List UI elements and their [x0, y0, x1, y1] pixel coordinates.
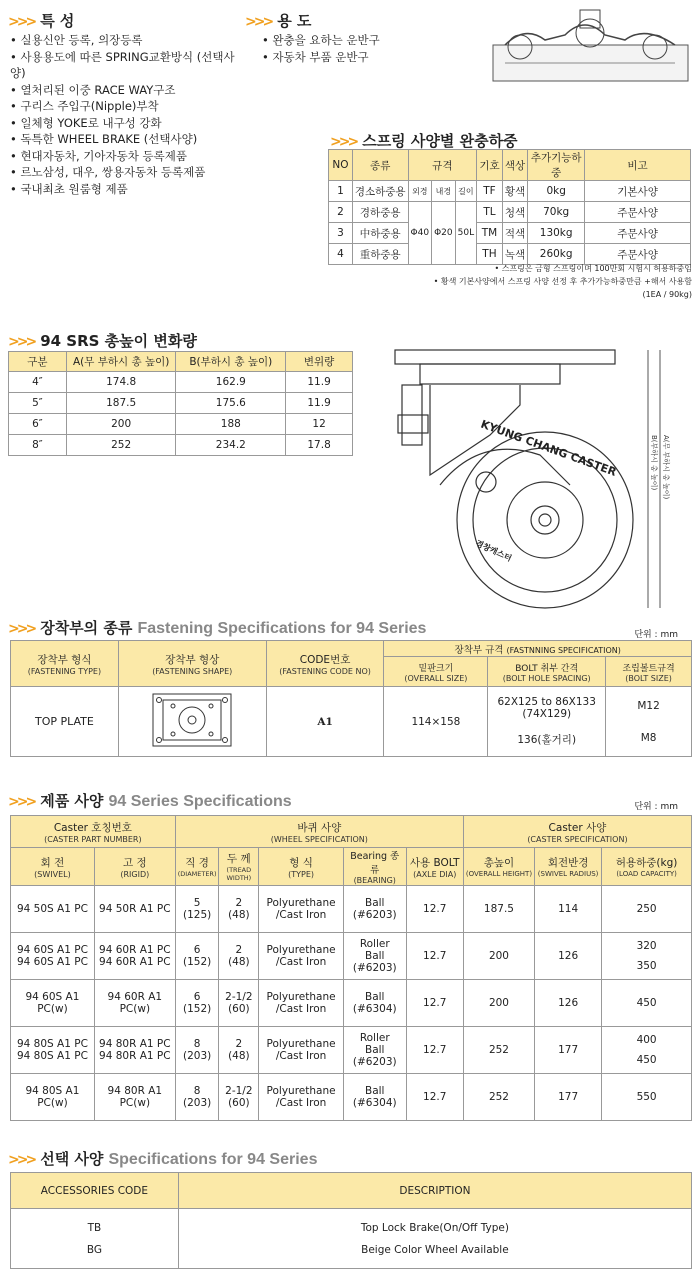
product-th-wheel: 바퀴 사양 (WHEEL SPECIFICATION) — [175, 816, 463, 848]
spring-cell: 重하중용 — [352, 244, 408, 265]
product-cell-rigid — [94, 1027, 175, 1074]
fastening-th-bolt: 조립볼트규격 (BOLT SIZE) — [606, 657, 692, 687]
product-cell-line: 94 60R A1 PC — [99, 944, 171, 956]
product-cell-height: 200 — [463, 980, 534, 1027]
product-cell-line: (152) — [182, 1003, 212, 1015]
spring-heading — [330, 130, 518, 151]
product-cell-tread — [219, 1027, 259, 1074]
spring-cell: 50L — [455, 202, 476, 265]
height-cell: 11.9 — [286, 372, 353, 393]
product-title-en: 94 Series Specifications — [108, 793, 292, 810]
spring-th-no: NO — [329, 150, 353, 181]
option-desc: Beige Color Wheel Available — [361, 1243, 509, 1256]
product-cell-line: /Cast Iron — [275, 956, 327, 968]
height-th: 변위량 — [286, 352, 353, 372]
product-cell-rigid — [94, 886, 175, 933]
product-cell-line: Polyurethane — [266, 897, 336, 909]
product-cell-swivel — [11, 1074, 95, 1121]
height-table — [8, 351, 353, 456]
product-heading — [8, 790, 292, 811]
product-cell-line: 2-1/2 — [225, 991, 253, 1003]
product-cell-line: /Cast Iron — [275, 1003, 327, 1015]
spring-cell: 외경 — [408, 181, 432, 202]
height-cell: 162.9 — [176, 372, 286, 393]
features-item: • 사용용도에 따른 SPRING교환방식 (선택사양) — [10, 49, 250, 82]
product-cell-line: 94 80S A1 PC — [16, 1050, 88, 1062]
arrow-icon: >>> — [8, 1152, 35, 1168]
table-row — [11, 1027, 692, 1074]
product-cell-line: /Cast Iron — [275, 909, 327, 921]
fastening-th-spacing: BOLT 취부 간격 (BOLT HOLE SPACING) — [488, 657, 606, 687]
product-cell-load — [602, 980, 692, 1027]
product-cell-tread — [219, 886, 259, 933]
product-cell-line: Roller — [359, 1032, 390, 1044]
features-item: • 구리스 주입구(Nipple)부착 — [10, 98, 250, 115]
product-cell-type — [259, 886, 344, 933]
product-cell-line: Polyurethane — [266, 991, 336, 1003]
features-item: • 국내최초 원룸형 제품 — [10, 181, 250, 198]
product-cell-load — [602, 1027, 692, 1074]
product-cell-line: 320 — [636, 940, 657, 952]
fastening-th-code: CODE번호 (FASTENING CODE NO) — [266, 641, 384, 687]
height-cell: 188 — [176, 414, 286, 435]
product-cell-dia — [175, 1074, 219, 1121]
arrow-icon: >>> — [245, 14, 272, 30]
spring-cell: 길이 — [455, 181, 476, 202]
product-cell-line: (125) — [182, 909, 212, 921]
arrow-icon: >>> — [8, 14, 35, 30]
spring-cell: 황색 — [502, 181, 527, 202]
features-heading — [8, 10, 74, 31]
product-cell-line: 94 80R A1 PC(w) — [107, 1085, 163, 1109]
product-cell-line: (#6203) — [352, 909, 397, 921]
product-cell-bearing — [343, 886, 406, 933]
product-th-height: 총높이 (OVERALL HEIGHT) — [463, 848, 534, 886]
product-cell-axle: 12.7 — [406, 1027, 463, 1074]
product-cell-bearing — [343, 933, 406, 980]
product-cell-line: 94 80S A1 PC(w) — [25, 1085, 80, 1109]
height-cell: 174.8 — [66, 372, 176, 393]
product-cell-height: 252 — [463, 1027, 534, 1074]
height-cell: 11.9 — [286, 393, 353, 414]
height-cell: 5″ — [9, 393, 67, 414]
product-cell-line: 5 — [193, 897, 201, 909]
arrow-icon: >>> — [330, 134, 357, 150]
features-item: • 르노삼성, 대우, 쌍용자동차 등록제품 — [10, 164, 250, 181]
options-th-code: ACCESSORIES CODE — [11, 1173, 179, 1209]
product-cell-load — [602, 933, 692, 980]
product-cell-dia — [175, 933, 219, 980]
spring-cell: TM — [477, 223, 503, 244]
product-th-rigid: 고 정 (RIGID) — [94, 848, 175, 886]
arrow-icon: >>> — [8, 334, 35, 350]
fastening-cell-shape — [118, 687, 266, 757]
option-code: BG — [86, 1243, 102, 1256]
product-cell-tread — [219, 933, 259, 980]
product-cell-height: 252 — [463, 1074, 534, 1121]
product-cell-line: 2 — [235, 1038, 243, 1050]
spring-note: (1EA / 90kg) — [642, 290, 692, 299]
spring-cell: 녹색 — [502, 244, 527, 265]
product-cell-line: (203) — [182, 1097, 212, 1109]
product-cell-line: 94 60R A1 PC(w) — [107, 991, 163, 1015]
product-cell-rigid — [94, 933, 175, 980]
fastening-table — [10, 640, 692, 757]
product-cell-radius: 126 — [535, 980, 602, 1027]
wheel-brand-small: 경창캐스터 — [474, 538, 513, 564]
spring-cell: 주문사양 — [585, 202, 691, 223]
spring-cell: 1 — [329, 181, 353, 202]
top-plate-icon — [151, 692, 233, 748]
height-cell: 8″ — [9, 435, 67, 456]
spring-th-type: 종류 — [352, 150, 408, 181]
spring-cell: 中하중용 — [352, 223, 408, 244]
spring-table — [328, 149, 691, 265]
product-cell-line: Polyurethane — [266, 944, 336, 956]
height-cell: 17.8 — [286, 435, 353, 456]
table-row — [11, 980, 692, 1027]
product-cell-load — [602, 886, 692, 933]
product-cell-line: 2 — [235, 944, 243, 956]
height-cell: 252 — [66, 435, 176, 456]
height-th: A(무 부하시 총 높이) — [66, 352, 176, 372]
product-cell-line: (60) — [228, 1003, 250, 1015]
product-cell-dia — [175, 886, 219, 933]
product-th-load: 허용하중(kg) (LOAD CAPACITY) — [602, 848, 692, 886]
spring-cell: TF — [477, 181, 503, 202]
product-cell-line: 2-1/2 — [225, 1085, 253, 1097]
bolt-line: M8 — [640, 731, 657, 744]
product-cell-height: 187.5 — [463, 886, 534, 933]
spring-cell: 4 — [329, 244, 353, 265]
product-cell-line: 250 — [636, 903, 657, 915]
product-cell-line: (60) — [228, 1097, 250, 1109]
product-cell-line: 2 — [235, 897, 243, 909]
product-cell-line: Roller — [359, 938, 390, 950]
features-list — [10, 32, 250, 197]
spring-cell: 260kg — [528, 244, 585, 265]
height-cell: 200 — [66, 414, 176, 435]
product-cell-line: (152) — [182, 956, 212, 968]
product-cell-line: Ball — [365, 991, 385, 1003]
spring-cell: 주문사양 — [585, 223, 691, 244]
product-cell-axle: 12.7 — [406, 886, 463, 933]
product-cell-line: /Cast Iron — [275, 1097, 327, 1109]
product-cell-line: 450 — [636, 997, 657, 1009]
table-row — [11, 1074, 692, 1121]
spring-cell: Φ40 — [408, 202, 432, 265]
product-cell-line: Ball — [365, 1044, 385, 1056]
product-cell-line: 350 — [636, 960, 657, 972]
spring-cell: Φ20 — [432, 202, 456, 265]
spring-th-code: 기호 — [477, 150, 503, 181]
height-th: 구분 — [9, 352, 67, 372]
fastening-th-size: 밑판크기 (OVERALL SIZE) — [384, 657, 488, 687]
height-cell: 12 — [286, 414, 353, 435]
features-item: • 열처리된 이중 RACE WAY구조 — [10, 82, 250, 99]
product-cell-swivel — [11, 1027, 95, 1074]
product-cell-axle: 12.7 — [406, 980, 463, 1027]
product-cell-type — [259, 933, 344, 980]
spring-th-color: 색상 — [502, 150, 527, 181]
height-cell: 187.5 — [66, 393, 176, 414]
spring-cell: 경소하중용 — [352, 181, 408, 202]
spring-cell: 내경 — [432, 181, 456, 202]
bolt-line: M12 — [637, 699, 660, 712]
product-cell-line: 94 80R A1 PC — [99, 1050, 171, 1062]
product-cell-line: (203) — [182, 1050, 212, 1062]
product-cell-type — [259, 980, 344, 1027]
height-cell: 234.2 — [176, 435, 286, 456]
features-title: 특 성 — [40, 12, 75, 30]
height-cell: 4″ — [9, 372, 67, 393]
wheel-brand-text: KYUNG CHANG CASTER — [478, 417, 619, 479]
usage-item: • 완충을 요하는 운반구 — [262, 32, 412, 49]
product-cell-tread — [219, 1074, 259, 1121]
options-codes — [11, 1209, 179, 1269]
product-cell-bearing — [343, 980, 406, 1027]
product-cell-type — [259, 1074, 344, 1121]
spring-cell: 경하중용 — [352, 202, 408, 223]
product-th-type: 형 식 (TYPE) — [259, 848, 344, 886]
fastening-th-spec: 장착부 규격 (FASTNNING SPECIFICATION) — [384, 641, 692, 657]
product-cell-line: 94 60S A1 PC(w) — [25, 991, 80, 1015]
arrow-icon: >>> — [8, 621, 35, 637]
spring-th-spec: 규격 — [408, 150, 477, 181]
product-cell-line: /Cast Iron — [275, 1050, 327, 1062]
product-cell-height: 200 — [463, 933, 534, 980]
fastening-unit: 단위 : mm — [634, 630, 678, 640]
spacing-line: 136(홀거리) — [517, 734, 577, 746]
product-unit: 단위 : mm — [634, 802, 678, 812]
usage-title: 용 도 — [277, 12, 312, 30]
spring-cell: 0kg — [528, 181, 585, 202]
options-title-kr: 선택 사양 — [40, 1150, 104, 1168]
table-row — [11, 933, 692, 980]
features-item: • 현대자동차, 기아자동차 등록제품 — [10, 148, 250, 165]
spacing-line: (74X129) — [522, 708, 572, 720]
caster-top-image — [485, 5, 695, 85]
fastening-cell-spacing — [488, 687, 606, 757]
features-item: • 독특한 WHEEL BRAKE (선택사양) — [10, 131, 250, 148]
options-th-desc: DESCRIPTION — [178, 1173, 691, 1209]
height-title: 94 SRS 총높이 변화량 — [40, 332, 197, 350]
product-th-bearing: Bearing 종류 (BEARING) — [343, 848, 406, 886]
fastening-cell-bolt — [606, 687, 692, 757]
spring-note: • 황색 기본사양에서 스프링 사양 선정 후 추가가능하중만큼 +해서 사용함 — [433, 277, 692, 286]
product-cell-radius: 126 — [535, 933, 602, 980]
arrow-icon: >>> — [8, 794, 35, 810]
fastening-cell-size: 114×158 — [384, 687, 488, 757]
product-th-axle: 사용 BOLT (AXLE DIA) — [406, 848, 463, 886]
spring-cell: 기본사양 — [585, 181, 691, 202]
product-cell-swivel — [11, 980, 95, 1027]
fastening-cell-type: TOP PLATE — [11, 687, 119, 757]
product-cell-line: Ball — [365, 1085, 385, 1097]
product-cell-line: (48) — [228, 909, 250, 921]
product-cell-radius: 177 — [535, 1027, 602, 1074]
product-cell-line: (48) — [228, 1050, 250, 1062]
option-code: TB — [87, 1221, 102, 1234]
product-cell-line: Polyurethane — [266, 1038, 336, 1050]
product-cell-rigid — [94, 1074, 175, 1121]
spring-title: 스프링 사양별 완충하중 — [362, 132, 518, 150]
spacing-line: 62X125 to 86X133 — [497, 696, 596, 708]
fastening-title-kr: 장착부의 종류 — [40, 619, 133, 637]
product-title-kr: 제품 사양 — [40, 792, 104, 810]
product-cell-bearing — [343, 1074, 406, 1121]
caster-side-drawing — [370, 345, 695, 610]
product-cell-tread — [219, 980, 259, 1027]
product-cell-line: 6 — [193, 944, 201, 956]
product-cell-line: 94 60R A1 PC — [99, 956, 171, 968]
product-th-radius: 회전반경 (SWIVEL RADIUS) — [535, 848, 602, 886]
product-cell-axle: 12.7 — [406, 933, 463, 980]
options-descs — [178, 1209, 691, 1269]
spring-cell: 주문사양 — [585, 244, 691, 265]
product-cell-radius: 177 — [535, 1074, 602, 1121]
fastening-title-en: Fastening Specifications for 94 Series — [137, 620, 427, 637]
product-cell-line: 8 — [193, 1038, 201, 1050]
spring-cell: 청색 — [502, 202, 527, 223]
fastening-th-shape: 장착부 형상 (FASTENING SHAPE) — [118, 641, 266, 687]
usage-heading — [245, 10, 311, 31]
product-cell-line: Ball — [365, 897, 385, 909]
product-cell-bearing — [343, 1027, 406, 1074]
product-cell-dia — [175, 1027, 219, 1074]
spring-cell: 적색 — [502, 223, 527, 244]
spring-cell: TH — [477, 244, 503, 265]
options-table — [10, 1172, 692, 1269]
spring-cell: TL — [477, 202, 503, 223]
product-cell-radius: 114 — [535, 886, 602, 933]
product-cell-line: 94 50S A1 PC — [16, 903, 88, 915]
product-cell-swivel — [11, 933, 95, 980]
product-th-dia: 직 경 (DIAMETER) — [175, 848, 219, 886]
product-cell-swivel — [11, 886, 95, 933]
spring-note: • 스프링은 금형 스프링이며 100만회 시험시 허용하중임 — [494, 264, 692, 273]
height-cell: 6″ — [9, 414, 67, 435]
product-th-caster: Caster 호칭번호 (CASTER PART NUMBER) — [11, 816, 176, 848]
options-title-en: Specifications for 94 Series — [108, 1151, 318, 1168]
fastening-cell-code: A1 — [266, 687, 384, 757]
product-cell-axle: 12.7 — [406, 1074, 463, 1121]
option-desc: Top Lock Brake(On/Off Type) — [360, 1221, 509, 1234]
product-cell-line: (#6304) — [352, 1003, 397, 1015]
product-cell-line: 450 — [636, 1054, 657, 1066]
product-cell-line: 94 80S A1 PC — [16, 1038, 88, 1050]
fastening-heading — [8, 617, 426, 638]
features-item: • 실용신안 등록, 의장등록 — [10, 32, 250, 49]
product-cell-line: 94 60S A1 PC — [16, 956, 88, 968]
features-item: • 일체형 YOKE로 내구성 강화 — [10, 115, 250, 132]
product-cell-line: 6 — [193, 991, 201, 1003]
product-cell-line: (#6203) — [352, 962, 397, 974]
product-cell-line: (48) — [228, 956, 250, 968]
options-heading — [8, 1148, 317, 1169]
product-th-cspec: Caster 사양 (CASTER SPECIFICATION) — [463, 816, 691, 848]
product-cell-type — [259, 1027, 344, 1074]
product-cell-line: 550 — [636, 1091, 657, 1103]
spring-notes — [332, 262, 692, 301]
height-cell: 175.6 — [176, 393, 286, 414]
usage-item: • 자동차 부품 운반구 — [262, 49, 412, 66]
product-cell-load — [602, 1074, 692, 1121]
fastening-th-type: 장착부 형식 (FASTENING TYPE) — [11, 641, 119, 687]
product-cell-line: Ball — [365, 950, 385, 962]
spring-th-note: 비고 — [585, 150, 691, 181]
spring-cell: 3 — [329, 223, 353, 244]
spring-cell: 130kg — [528, 223, 585, 244]
spring-cell: 2 — [329, 202, 353, 223]
product-cell-line: (#6203) — [352, 1056, 397, 1068]
product-cell-dia — [175, 980, 219, 1027]
product-cell-line: 94 50R A1 PC — [99, 903, 171, 915]
height-th: B(부하시 총 높이) — [176, 352, 286, 372]
height-heading — [8, 330, 197, 351]
dim-a-label: A(무 부하시 총 높이) — [662, 435, 670, 500]
spring-th-load: 추가기능하중 — [528, 150, 585, 181]
product-cell-rigid — [94, 980, 175, 1027]
spring-cell: 70kg — [528, 202, 585, 223]
product-th-tread: 두 께 (TREAD WIDTH) — [219, 848, 259, 886]
table-row — [11, 886, 692, 933]
product-cell-line: 8 — [193, 1085, 201, 1097]
product-cell-line: 94 80R A1 PC — [99, 1038, 171, 1050]
product-cell-line: (#6304) — [352, 1097, 397, 1109]
dim-b-label: B(부하시 총 높이) — [650, 435, 658, 491]
product-table — [10, 815, 692, 1121]
product-cell-line: Polyurethane — [266, 1085, 336, 1097]
product-cell-line: 94 60S A1 PC — [16, 944, 88, 956]
product-cell-line: 400 — [636, 1034, 657, 1046]
product-th-swivel: 회 전 (SWIVEL) — [11, 848, 95, 886]
usage-list — [262, 32, 412, 65]
